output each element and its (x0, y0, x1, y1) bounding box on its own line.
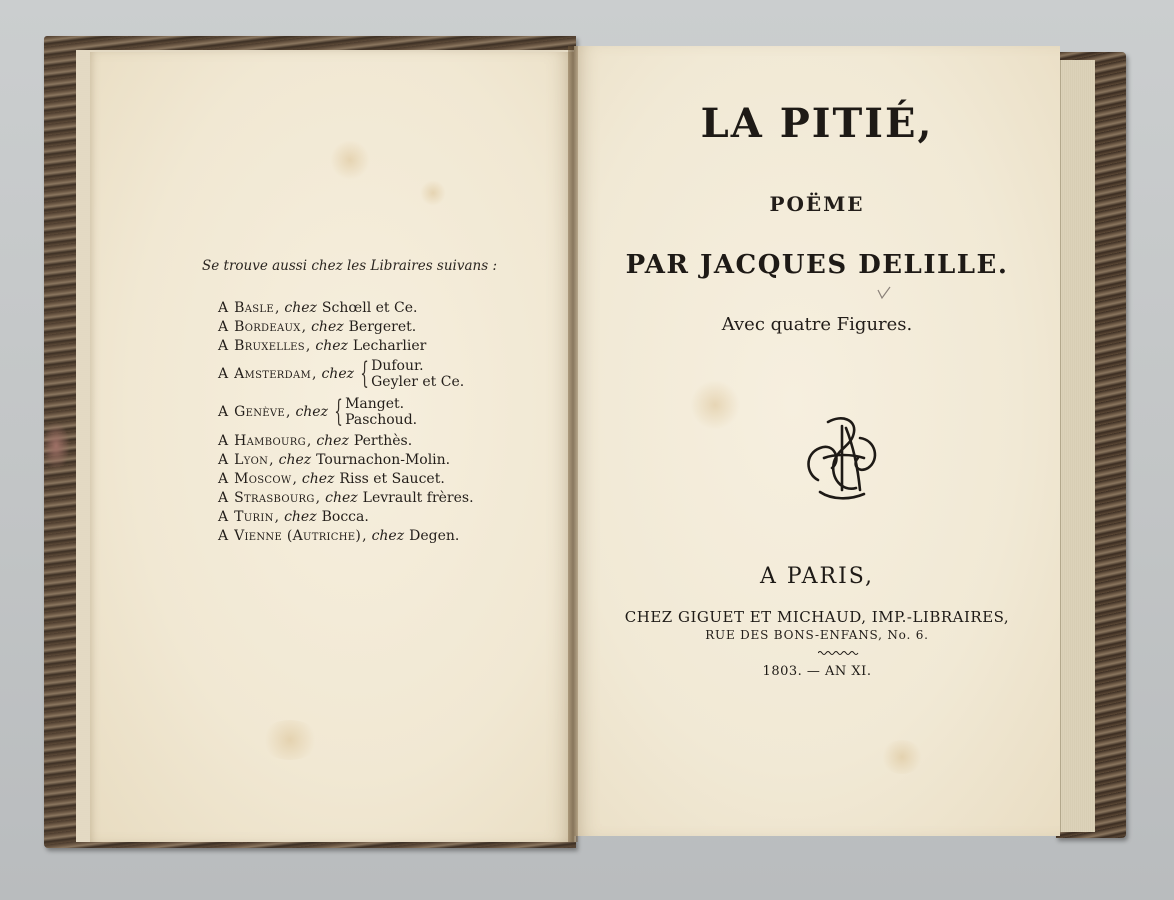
seller-name: Schœll et Ce. (321, 299, 418, 316)
bookseller-row (218, 336, 548, 355)
seller-city: Hambourg (234, 432, 306, 449)
seller-city: Amsterdam (234, 366, 312, 382)
seller-prefix: A (218, 366, 229, 382)
seller-separator: , (301, 318, 307, 335)
seller-city: Bruxelles (234, 337, 305, 354)
seller-chez: chez (316, 432, 349, 449)
bookseller-row (218, 488, 548, 507)
brace-glyph: { (360, 356, 369, 391)
seller-prefix: A (218, 470, 229, 487)
booksellers-intro: Se trouve aussi chez les Libraires suivans : (202, 258, 498, 274)
seller-prefix: A (218, 299, 229, 316)
seller-chez: chez (371, 527, 405, 544)
bookseller-row (218, 298, 548, 317)
foxing-spot (260, 720, 320, 760)
seller-city: Moscow (234, 470, 292, 487)
bookseller-row (218, 507, 548, 526)
bookseller-row (218, 431, 548, 450)
publisher-monogram-icon (798, 408, 888, 504)
seller-separator: , (285, 404, 291, 420)
imprint-publisher: CHEZ GIGUET ET MICHAUD, IMP.-LIBRAIRES, (624, 608, 1010, 626)
foxing-spot (880, 740, 924, 774)
illustrations-note: Avec quatre Figures. (721, 314, 913, 335)
seller-chez: chez (284, 508, 317, 525)
seller-city: Lyon (234, 451, 269, 468)
seller-prefix: A (218, 432, 229, 449)
book-subtitle: POËME (769, 192, 865, 216)
seller-prefix: A (218, 404, 229, 420)
ornamental-rule (818, 650, 860, 656)
bookseller-row (218, 355, 548, 393)
foxing-spot (690, 380, 740, 430)
foxing-spot (420, 180, 446, 206)
seller-city: Bordeaux (234, 318, 301, 335)
seller-names (371, 358, 464, 390)
seller-city: Vienne (Autriche) (234, 527, 362, 544)
pencil-check-mark (876, 286, 892, 300)
book-gutter (568, 46, 578, 842)
imprint-address: RUE DES BONS-ENFANS, No. 6. (705, 628, 929, 642)
bookseller-row (218, 469, 548, 488)
seller-name: Bocca. (321, 508, 369, 525)
seller-chez: chez (311, 318, 344, 335)
book-author: PAR JACQUES DELILLE. (625, 250, 1009, 280)
seller-prefix: A (218, 508, 229, 525)
bookseller-row (218, 450, 548, 469)
seller-city: Genève (234, 404, 285, 420)
seller-chez: chez (278, 451, 312, 468)
seller-city: Strasbourg (234, 489, 315, 506)
seller-separator: , (305, 337, 311, 354)
bookseller-row (218, 393, 548, 431)
seller-chez: chez (295, 404, 328, 420)
seller-name: Riss et Saucet. (339, 470, 445, 487)
seller-prefix: A (218, 337, 229, 354)
seller-prefix: A (218, 451, 229, 468)
seller-name: Geyler et Ce. (371, 374, 465, 390)
seller-separator: , (306, 432, 312, 449)
seller-prefix: A (218, 527, 229, 544)
seller-name: Perthès. (353, 432, 413, 449)
seller-city: Basle (234, 299, 274, 316)
book-title: LA PITIÉ, (700, 100, 934, 147)
seller-name: Lecharlier (352, 337, 427, 354)
seller-separator: , (312, 366, 317, 382)
imprint-date: 1803. — AN XI. (762, 664, 872, 679)
seller-name: Tournachon-Molin. (316, 451, 451, 468)
booksellers-list (218, 298, 548, 545)
seller-prefix: A (218, 318, 229, 335)
seller-name: Levrault frères. (362, 489, 474, 506)
seller-chez: chez (321, 366, 354, 382)
seller-separator: , (362, 527, 367, 544)
seller-name: Paschoud. (345, 412, 418, 428)
seller-separator: , (274, 508, 280, 525)
seller-separator: , (274, 299, 280, 316)
seller-name: Degen. (409, 527, 460, 544)
seller-chez: chez (301, 470, 335, 487)
seller-city: Turin (234, 508, 274, 525)
seller-chez: chez (325, 489, 358, 506)
seller-name: Bergeret. (348, 318, 417, 335)
foxing-spot (330, 140, 370, 180)
brace-glyph: { (334, 394, 343, 429)
page-edges-right (1060, 60, 1095, 832)
seller-separator: , (315, 489, 321, 506)
seller-separator: , (269, 451, 274, 468)
seller-names (345, 396, 417, 428)
seller-name: Dufour. (371, 358, 424, 374)
seller-name: Manget. (345, 396, 405, 412)
seller-prefix: A (218, 489, 229, 506)
seller-chez: chez (315, 337, 348, 354)
seller-chez: chez (284, 299, 317, 316)
seller-separator: , (292, 470, 297, 487)
bookseller-row (218, 317, 548, 336)
imprint-place: A PARIS, (759, 564, 875, 589)
bookseller-row (218, 526, 548, 545)
